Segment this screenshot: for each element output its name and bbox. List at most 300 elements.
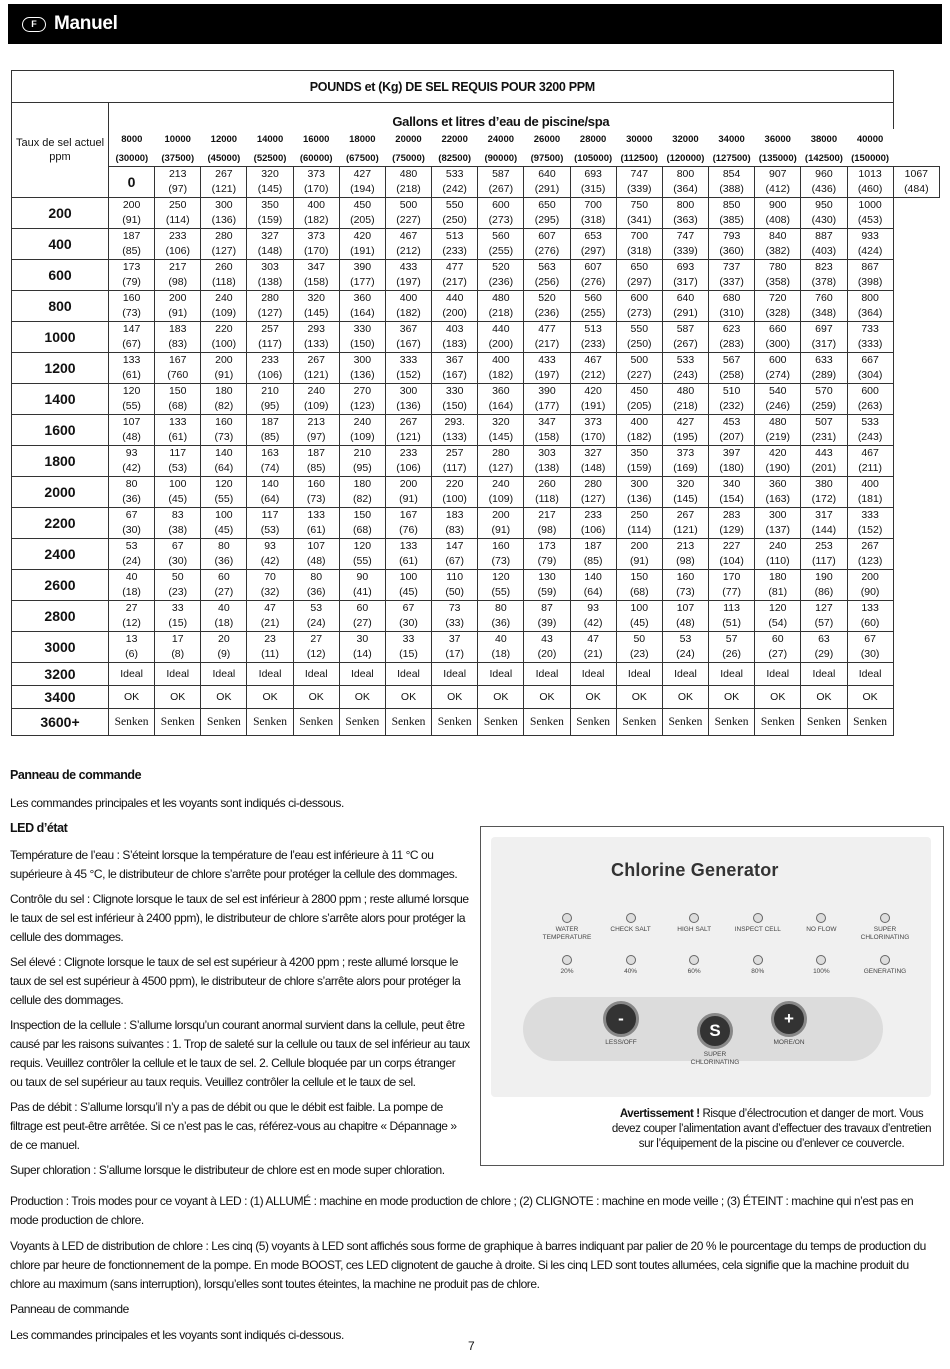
pounds-value: 340 [722,478,741,490]
value-cell [755,508,801,539]
value-cell [339,477,385,508]
value-cell [847,508,893,539]
pounds-value: 37 [448,633,461,645]
pounds-value: 327 [584,447,602,459]
pounds-value: 200 [861,571,879,583]
kg-value: (48) [676,617,695,629]
pounds-value: 320 [261,168,279,180]
more-on-button[interactable]: + [771,1001,807,1037]
pounds-value: 400 [492,354,510,366]
pounds-value: 427 [353,168,372,180]
kg-value: (117) [812,555,836,567]
pounds-value: 300 [630,478,649,490]
value-cell [662,260,708,291]
kg-value: (300) [765,338,791,350]
value-cell [616,353,662,384]
value-cell [801,167,847,198]
kg-value: (73) [122,307,141,319]
value-cell [385,632,431,663]
led-label: NO FLOW [806,926,837,933]
status-cell: OK [339,686,385,709]
kg-value: (55) [214,493,234,505]
level-led-row [536,955,916,976]
value-cell [709,415,755,446]
status-cell: Senken [616,709,662,736]
pounds-value: 57 [725,633,738,645]
gallons-header: 20000 [395,134,422,145]
table-row [12,477,940,508]
value-cell [801,632,847,663]
table-row [12,570,940,601]
value-cell [293,570,339,601]
value-cell [801,446,847,477]
led-dot-icon [562,955,572,965]
kg-value: (24) [122,555,141,567]
status-cell: Senken [155,709,201,736]
kg-value: (318) [580,214,606,226]
kg-value: (53) [260,524,280,536]
value-cell [478,539,524,570]
led-label: 40% [624,968,638,975]
pounds-value: 960 [815,168,833,180]
value-cell [201,477,247,508]
pounds-value: 120 [122,385,141,397]
value-cell [801,198,847,229]
kg-value: (197) [396,276,421,288]
kg-value: (127) [488,462,514,474]
pounds-value: 440 [445,292,464,304]
pounds-value: 227 [722,540,741,552]
table-row [12,539,940,570]
kg-value: (8) [171,648,185,660]
status-cell: OK [432,686,478,709]
status-cell: Ideal [570,663,616,686]
pounds-value: 480 [676,385,695,397]
pounds-value: 697 [815,323,833,335]
led-indicator [727,955,789,976]
value-cell [293,508,339,539]
gallons-header: 12000 [210,134,238,145]
pounds-value: 133 [122,354,141,366]
value-cell [247,167,293,198]
status-cell: Senken [709,709,755,736]
kg-value: (250) [627,338,652,350]
ppm-cell: 0 [109,167,155,198]
kg-value: (98) [537,524,557,536]
kg-value: (114) [627,524,652,536]
value-cell [339,384,385,415]
pounds-value: 397 [722,447,741,459]
value-cell [662,632,708,663]
status-cell: OK [755,686,801,709]
table-row [12,260,940,291]
kg-value: (152) [857,524,883,536]
led-label: GENERATING [863,968,907,975]
pounds-value: 173 [538,540,556,552]
led-dot-icon [753,955,763,965]
table-title: POUNDS et (Kg) DE SEL REQUIS POUR 3200 PPM [12,71,894,103]
kg-value: (360) [719,245,744,257]
pounds-value: 140 [261,478,279,490]
kg-value: (114) [165,214,190,226]
kg-value: (27) [768,648,788,660]
value-cell [339,198,385,229]
kg-value: (121) [211,183,237,195]
table-row [12,508,940,539]
status-cell: Ideal [709,663,755,686]
kg-value: (106) [580,524,606,536]
value-cell [755,601,801,632]
led-indicator [854,955,916,976]
kg-value: (159) [257,214,283,226]
kg-value: (197) [534,369,560,381]
kg-value: (73) [306,493,326,505]
value-cell [524,198,570,229]
value-cell [847,260,893,291]
value-cell [524,167,570,198]
kg-value: (200) [442,307,467,319]
pounds-value: 513 [584,323,602,335]
pounds-value: 300 [353,354,372,366]
kg-value: (54) [768,617,788,629]
less-off-button[interactable]: - [603,1001,639,1037]
kg-value: (408) [765,214,791,226]
pounds-value: 160 [215,416,233,428]
kg-value: (48) [306,555,326,567]
kg-value: (64) [583,586,603,598]
kg-value: (159) [627,462,652,474]
kg-value: (106) [257,369,283,381]
kg-value: (18) [214,617,234,629]
kg-value: (79) [537,555,557,567]
litres-header: (135000) [755,151,801,167]
pounds-value: 267 [676,509,695,521]
value-cell [293,446,339,477]
kg-value: (167) [396,338,421,350]
table-row [12,632,940,663]
table-row [12,709,940,736]
kg-value: (164) [350,307,375,319]
kg-value: (55) [353,555,372,567]
value-cell [339,446,385,477]
value-cell [570,229,616,260]
value-cell [293,260,339,291]
value-cell [662,446,708,477]
kg-value: (242) [442,183,467,195]
pounds-value: 887 [815,230,833,242]
value-cell [201,570,247,601]
kg-value: (30) [122,524,141,536]
value-cell [478,570,524,601]
value-cell [616,508,662,539]
kg-value: (194) [350,183,375,195]
kg-value: (12) [306,648,326,660]
pounds-value: 373 [307,168,325,180]
value-cell [755,539,801,570]
table-row [12,446,940,477]
value-cell [478,632,524,663]
value-cell [709,353,755,384]
pounds-value: 360 [353,292,372,304]
pounds-value: 867 [861,261,879,273]
litres-header: (37500) [155,151,201,167]
kg-value: (267) [488,183,514,195]
kg-value: (67) [122,338,141,350]
value-cell [385,477,431,508]
kg-value: (328) [765,307,791,319]
gallons-header: 36000 [764,134,791,145]
led-dot-icon [626,913,636,923]
pounds-value: 167 [168,354,187,366]
kg-value: (412) [765,183,791,195]
value-cell [570,570,616,601]
salt-table [11,70,940,736]
led-indicator [663,955,725,976]
status-cell: Senken [293,709,339,736]
gallons-header: 34000 [718,134,745,145]
kg-value: (36) [122,493,141,505]
value-cell [155,167,201,198]
value-cell [662,601,708,632]
para-intro-2: Les commandes principales et les voyants sont indiqués ci-dessous. [10,1328,344,1342]
pounds-value: 47 [587,633,599,645]
gallons-header: 8000 [121,134,143,145]
ppm-cell: 2400 [12,539,109,570]
value-cell [385,322,431,353]
super-chlorinating-button[interactable]: S [697,1013,733,1049]
value-cell [524,384,570,415]
value-cell [339,601,385,632]
value-cell [201,291,247,322]
para-temperature: Température de l’eau : S’éteint lorsque la température de l’eau est inférieure à 11 °C ou supérieure à 45 °C, le distributeur de chlore s’arrête pour protéger la cellule des dommages. [10,848,458,881]
value-cell [293,415,339,446]
value-cell [709,291,755,322]
super-control [683,1013,747,1067]
kg-value: (231) [811,431,837,443]
table-row [12,601,940,632]
status-cell: OK [155,686,201,709]
pounds-value: 80 [218,540,230,552]
value-cell [755,229,801,260]
value-cell [432,167,478,198]
pounds-value: 373 [307,230,325,242]
litres-header: (97500) [524,151,570,167]
pounds-value: 67 [864,633,876,645]
value-cell [616,601,662,632]
ppm-cell: 200 [12,198,109,229]
litres-header: (67500) [339,151,385,167]
value-cell [847,477,893,508]
value-cell [662,322,708,353]
kg-value: (273) [488,214,514,226]
pounds-value: 420 [353,230,372,242]
status-cell: Senken [847,709,893,736]
pounds-value: 840 [769,230,787,242]
kg-value: (45) [399,586,418,598]
value-cell [709,539,755,570]
value-cell [293,539,339,570]
kg-value: (358) [765,276,791,288]
kg-value: (263) [857,400,883,412]
pounds-value: 267 [399,416,418,428]
value-cell [570,198,616,229]
ppm-cell: 2600 [12,570,109,601]
value-cell [847,229,893,260]
value-cell [524,570,570,601]
pounds-value: 607 [538,230,556,242]
pounds-value: 150 [630,571,649,583]
value-cell [478,229,524,260]
pounds-value: 450 [353,199,372,211]
kg-value: (18) [122,586,141,598]
pounds-value: 453 [722,416,741,428]
kg-value: (91) [168,307,188,319]
kg-value: (95) [260,400,280,412]
pounds-value: 367 [445,354,464,366]
pounds-value: 747 [630,168,649,180]
pounds-value: 233 [399,447,418,459]
kg-value: (243) [673,369,698,381]
pounds-value: 63 [818,633,830,645]
litres-header: (112500) [616,151,662,167]
pounds-value: 700 [630,230,649,242]
value-cell [524,353,570,384]
kg-value: (246) [765,400,791,412]
status-cell: Senken [570,709,616,736]
kg-value: (276) [580,276,606,288]
pounds-value: 40 [218,602,230,614]
kg-value: (11) [261,648,279,660]
pounds-value: 390 [538,385,556,397]
value-cell [109,446,155,477]
kg-value: (133) [442,431,467,443]
value-cell [662,229,708,260]
pounds-value: 180 [353,478,372,490]
gallons-header: 38000 [810,134,838,145]
kg-value: (127) [257,307,283,319]
kg-value: (212) [396,245,421,257]
para-no-flow: Pas de débit : S’allume lorsqu’il n’y a pas de débit ou que le débit est faible. La pompe de filtrage est peut-être arrêtée. Si ce n’est pas le cas, référez-vous au chapitre « Dépannage » de ce manuel. [10,1100,457,1152]
kg-value: (364) [857,307,883,319]
para-inspection: Inspection de la cellule : S’allume lorsqu’un courant anormal survient dans la cellule, peut être causé par les raisons suivantes : 1. Trop de saleté sur la cellule ou taux de sel inférieur au taux requis. Veuillez contrôler la cellule et le taux de sel. 2. Cellule bloquée par un corps étranger ou taux de sel supérieur au taux requis. Veuillez contrôler la cellule et le taux de sel. [10,1018,470,1089]
value-cell [570,539,616,570]
value-cell [570,353,616,384]
kg-value: (283) [719,338,744,350]
pounds-value: 250 [630,509,649,521]
gallons-header: 16000 [302,134,330,145]
led-indicator [600,913,662,942]
pounds-value: 160 [307,478,325,490]
value-cell [524,632,570,663]
value-cell [432,570,478,601]
value-cell [478,384,524,415]
status-cell: OK [801,686,847,709]
value-cell [432,477,478,508]
value-cell [247,539,293,570]
kg-value: (170) [580,431,606,443]
warning-body: Risque d’électrocution et danger de mort. Vous devez couper l’alimentation avant d’effectuer des travaux d’entretien sur l’équipement de la piscine ou d’enlever ce couvercle. [611,1108,932,1150]
value-cell [293,229,339,260]
kg-value: (138) [534,462,560,474]
pounds-value: 1013 [858,168,882,180]
pounds-value: 33 [402,633,415,645]
pounds-value: 67 [402,602,415,614]
pounds-value: 60 [218,571,230,583]
table-row [12,384,940,415]
value-cell [524,477,570,508]
pounds-value: 167 [399,509,418,521]
kg-value: (85) [583,555,603,567]
kg-value: (169) [673,462,698,474]
value-cell [662,353,708,384]
pounds-value: 110 [446,571,464,583]
value-cell [570,508,616,539]
pounds-value: 347 [307,261,325,273]
pounds-value: 160 [676,571,695,583]
pounds-value: 293 [307,323,325,335]
value-cell [709,229,755,260]
status-cell: Senken [524,709,570,736]
value-cell [201,539,247,570]
pounds-value: 480 [492,292,510,304]
value-cell [339,570,385,601]
led-label: SUPER CHLORINATING [860,926,910,941]
pounds-value: 107 [122,416,141,428]
kg-value: (97) [168,183,188,195]
pounds-value: 480 [769,416,787,428]
pounds-value: 117 [169,447,187,459]
pounds-value: 213 [168,168,187,180]
pounds-value: 540 [769,385,787,397]
kg-value: (39) [537,617,557,629]
status-cell: OK [109,686,155,709]
value-cell [755,415,801,446]
value-cell [570,415,616,446]
pounds-value: 520 [538,292,556,304]
pounds-value: 233 [261,354,279,366]
kg-value: (109) [350,431,375,443]
pounds-value: 250 [168,199,187,211]
value-cell [247,446,293,477]
value-cell [385,570,431,601]
value-cell [570,291,616,322]
pounds-value: 560 [492,230,510,242]
pounds-value: 600 [769,354,787,366]
pounds-value: 350 [630,447,649,459]
led-label: INSPECT CELL [734,926,781,933]
value-cell [478,198,524,229]
value-cell [201,198,247,229]
value-cell [801,477,847,508]
kg-value: (57) [814,617,834,629]
pounds-value: 93 [125,447,138,459]
status-cell: OK [524,686,570,709]
value-cell [339,632,385,663]
value-cell [201,353,247,384]
pounds-value: 720 [769,292,787,304]
kg-value: (148) [580,462,606,474]
kg-value: (110) [765,555,790,567]
pounds-value: 27 [125,602,138,614]
pounds-value: 823 [815,261,833,273]
pounds-value: 373 [584,416,602,428]
status-cell: Ideal [801,663,847,686]
pounds-value: 750 [630,199,649,211]
value-cell [847,198,893,229]
para-panneau-2: Panneau de commande [10,1302,129,1316]
gallons-header: 30000 [626,134,653,145]
pounds-value: 793 [722,230,741,242]
